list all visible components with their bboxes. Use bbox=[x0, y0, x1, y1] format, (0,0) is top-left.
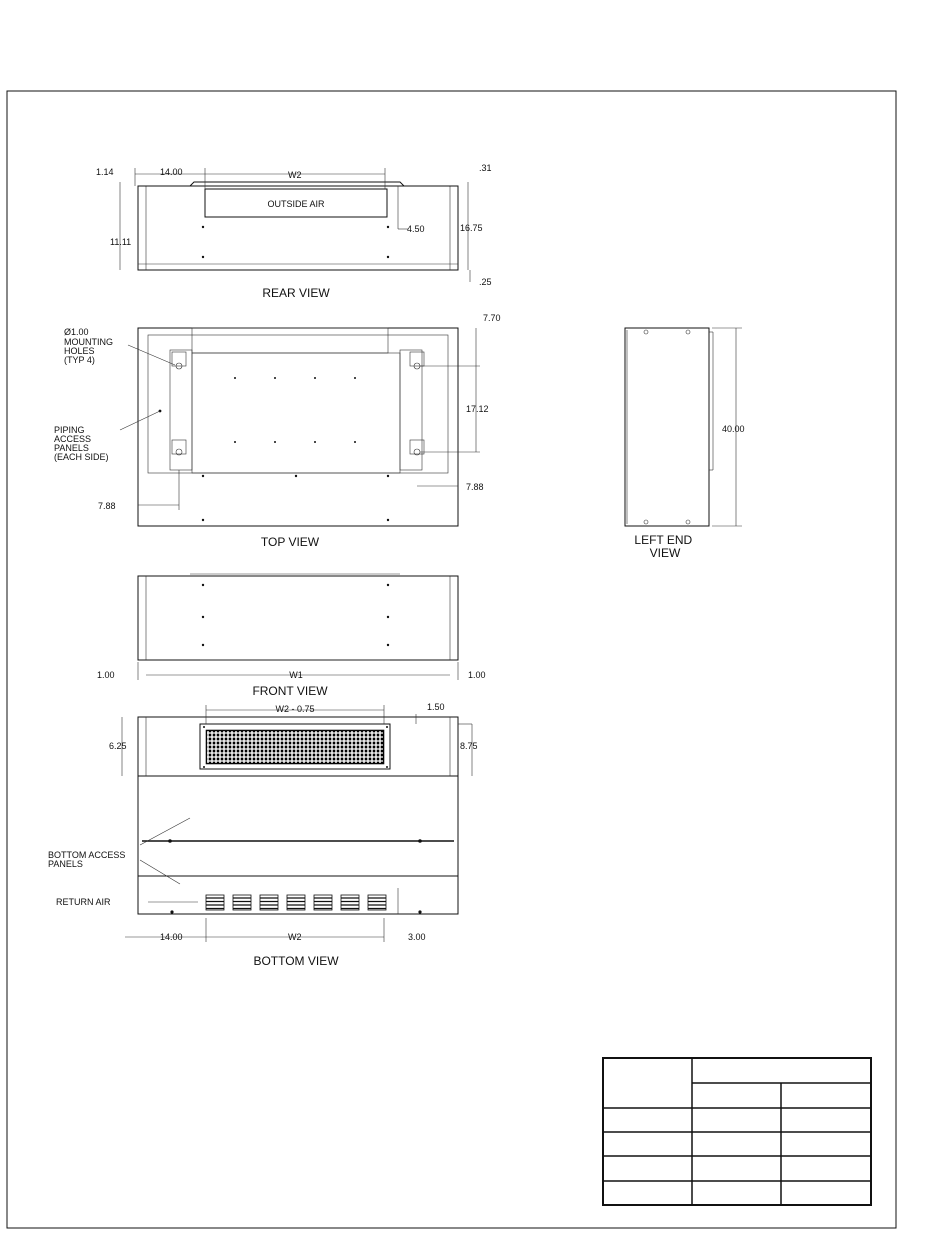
dim-0-31: .31 bbox=[479, 163, 492, 173]
dimension-table bbox=[603, 1058, 871, 1205]
bottom-access-panels-note: BOTTOM ACCESS PANELS bbox=[48, 850, 126, 869]
dim-7-88-left: 7.88 bbox=[98, 501, 116, 511]
rear-view-title: REAR VIEW bbox=[262, 286, 330, 300]
top-view bbox=[54, 313, 501, 549]
bottom-view-title: BOTTOM VIEW bbox=[253, 954, 339, 968]
mounting-holes-note: Ø1.00 MOUNTING HOLES (TYP 4) bbox=[64, 327, 113, 365]
bottom-view bbox=[48, 702, 478, 968]
left-end-view-title: LEFT END VIEW bbox=[634, 533, 693, 560]
return-air-label: RETURN AIR bbox=[56, 897, 111, 907]
front-view-title: FRONT VIEW bbox=[252, 684, 328, 698]
return-air-louvers bbox=[206, 895, 386, 910]
piping-access-panels-note: PIPING ACCESS PANELS (EACH SIDE) bbox=[54, 425, 109, 462]
left-end-view bbox=[625, 328, 745, 560]
dim-w2-bottom: W2 bbox=[288, 932, 302, 942]
dim-6-25: 6.25 bbox=[109, 741, 127, 751]
front-view bbox=[97, 574, 486, 698]
dim-w2: W2 bbox=[288, 170, 302, 180]
dim-40-00: 40.00 bbox=[722, 424, 745, 434]
dim-16-75: 16.75 bbox=[460, 223, 483, 233]
top-view-title: TOP VIEW bbox=[260, 535, 320, 549]
rear-view bbox=[96, 163, 492, 300]
dim-1-00-right: 1.00 bbox=[468, 670, 486, 680]
dim-w1: W1 bbox=[289, 670, 303, 680]
dim-1-50: 1.50 bbox=[427, 702, 445, 712]
dim-7-70: 7.70 bbox=[483, 313, 501, 323]
dim-4-50: 4.50 bbox=[407, 224, 425, 234]
dim-w2-minus-0-75: W2 - 0.75 bbox=[275, 704, 315, 714]
dim-14-00: 14.00 bbox=[160, 167, 183, 177]
outside-air-label: OUTSIDE AIR bbox=[267, 199, 325, 209]
dim-17-12: 17.12 bbox=[466, 404, 489, 414]
dim-8-75: 8.75 bbox=[460, 741, 478, 751]
dim-3-00: 3.00 bbox=[408, 932, 426, 942]
dim-14-00-bottom: 14.00 bbox=[160, 932, 183, 942]
dim-1-00-left: 1.00 bbox=[97, 670, 115, 680]
dim-1-14: 1.14 bbox=[96, 167, 114, 177]
dim-0-25: .25 bbox=[479, 277, 492, 287]
dim-11-11: 11.11 bbox=[110, 237, 132, 247]
dim-7-88-right: 7.88 bbox=[466, 482, 484, 492]
